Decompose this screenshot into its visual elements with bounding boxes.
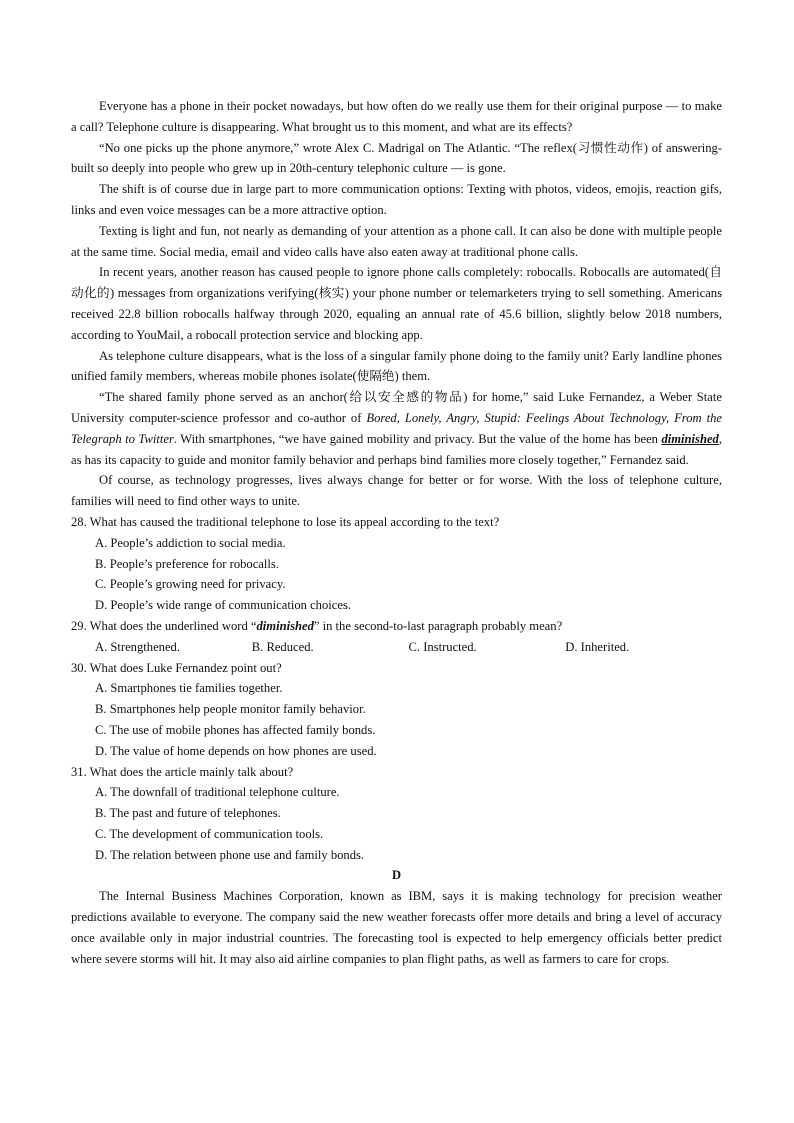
- question-30-option-d: D. The value of home depends on how phones are used.: [95, 743, 377, 758]
- article-paragraph-3: The shift is of course due in large part to more communication options: Texting with photos, videos, emojis, reaction gifs, links and even voice messages can be a more attractive option.: [71, 182, 722, 217]
- document-page: [71, 96, 722, 969]
- question-31-option-a: A. The downfall of traditional telephone culture.: [95, 785, 340, 800]
- question-31-option-b: B. The past and future of telephones.: [95, 806, 281, 821]
- section-d-paragraph-1: The Internal Business Machines Corporation, known as IBM, says it is making technology for precision weather predictions available to everyone. The company said the new weather forecasts offer more details and bring a level of accuracy once available only in major industrial countries. The forecasting tool is expected to help emergency officials better predict where severe storms will hit. It may also aid airline companies to plan flight paths, as well as farmers to care for crops.: [71, 889, 722, 966]
- question-31-stem: 31. What does the article mainly talk about?: [71, 764, 294, 779]
- question-28-option-a: A. People’s addiction to social media.: [95, 535, 286, 550]
- question-30-option-b: B. Smartphones help people monitor family behavior.: [95, 702, 366, 717]
- article-paragraph-4: Texting is light and fun, not nearly as demanding of your attention as a phone call. It can also be done with multiple people at the same time. Social media, email and video calls have also eaten away at traditional phone calls.: [71, 223, 722, 259]
- article-paragraph-1: Everyone has a phone in their pocket nowadays, but how often do we really use them for their original purpose — to make a call? Telephone culture is disappearing. What brought us to this moment, and what are its effects?: [71, 99, 722, 134]
- question-29-option-c: C. Instructed.: [408, 639, 477, 654]
- question-28-option-c: C. People’s growing need for privacy.: [95, 577, 286, 592]
- article-paragraph-8: Of course, as technology progresses, lives always change for better or for worse. With the loss of telephone culture, families will need to find other ways to unite.: [71, 473, 722, 509]
- question-30-option-a: A. Smartphones tie families together.: [95, 681, 283, 696]
- question-28-option-b: B. People’s preference for robocalls.: [95, 556, 279, 571]
- section-d-heading: D: [391, 868, 402, 883]
- question-30-stem: 30. What does Luke Fernandez point out?: [71, 660, 282, 675]
- question-28-stem: 28. What has caused the traditional telephone to lose its appeal according to the text?: [71, 514, 500, 529]
- question-30-option-c: C. The use of mobile phones has affected family bonds.: [95, 722, 376, 737]
- question-29-stem-b: ” in the second-to-last paragraph probably mean?: [313, 618, 563, 633]
- question-29-option-b: B. Reduced.: [251, 639, 314, 654]
- question-29-options: [95, 637, 722, 658]
- article-paragraph-7: [71, 387, 722, 470]
- book-title: Bored, Lonely, Angry, Stupid: Feelings About Technology, From the Telegraph to Twitter: [71, 410, 722, 446]
- question-31-option-c: C. The development of communication tools.: [95, 826, 324, 841]
- question-31-option-d: D. The relation between phone use and family bonds.: [95, 847, 365, 862]
- question-29-stem: [71, 616, 722, 637]
- question-29-stem-a: 29. What does the underlined word “: [71, 618, 257, 633]
- question-29-word: diminished: [256, 618, 314, 633]
- question-28-option-d: D. People’s wide range of communication choices.: [95, 598, 352, 613]
- paragraph-7-text-c: , as has its capacity to guide and monitor family behavior and perhaps bind families more closely together,” Fernandez said.: [71, 431, 722, 467]
- underlined-word: diminished: [661, 431, 719, 446]
- paragraph-7-text-b: . With smartphones, “we have gained mobility and privacy. But the value of the home has been: [173, 431, 662, 446]
- article-paragraph-2: “No one picks up the phone anymore,” wrote Alex C. Madrigal on The Atlantic. “The reflex(习惯性动作) of answering-built so deeply into people who grew up in 20th-century telephonic culture — is gone.: [71, 140, 722, 176]
- article-paragraph-6: As telephone culture disappears, what is the loss of a singular family phone doing to the family unit? Early landline phones unified family members, whereas mobile phones isolate(使隔绝) them.: [71, 348, 722, 384]
- question-29-option-d: D. Inherited.: [565, 639, 630, 654]
- question-29-option-a: A. Strengthened.: [95, 639, 180, 654]
- article-paragraph-5: In recent years, another reason has caused people to ignore phone calls completely: robocalls. Robocalls are automated(自动化的) messages from organizations verifying(核实) your phone number or telemarketers trying to sell something. Americans received 22.8 billion robocalls halfway through 2020, equaling an annual rate of 45.6 billion, slightly below 2018 numbers, according to YouMail, a robocall protection service and blocking app.: [71, 265, 722, 342]
- paragraph-7-text-a: “The shared family phone served as an anchor(给以安全感的物品) for home,” said Luke Fernandez, a Weber State University computer-science professor and co-author of: [71, 390, 722, 425]
